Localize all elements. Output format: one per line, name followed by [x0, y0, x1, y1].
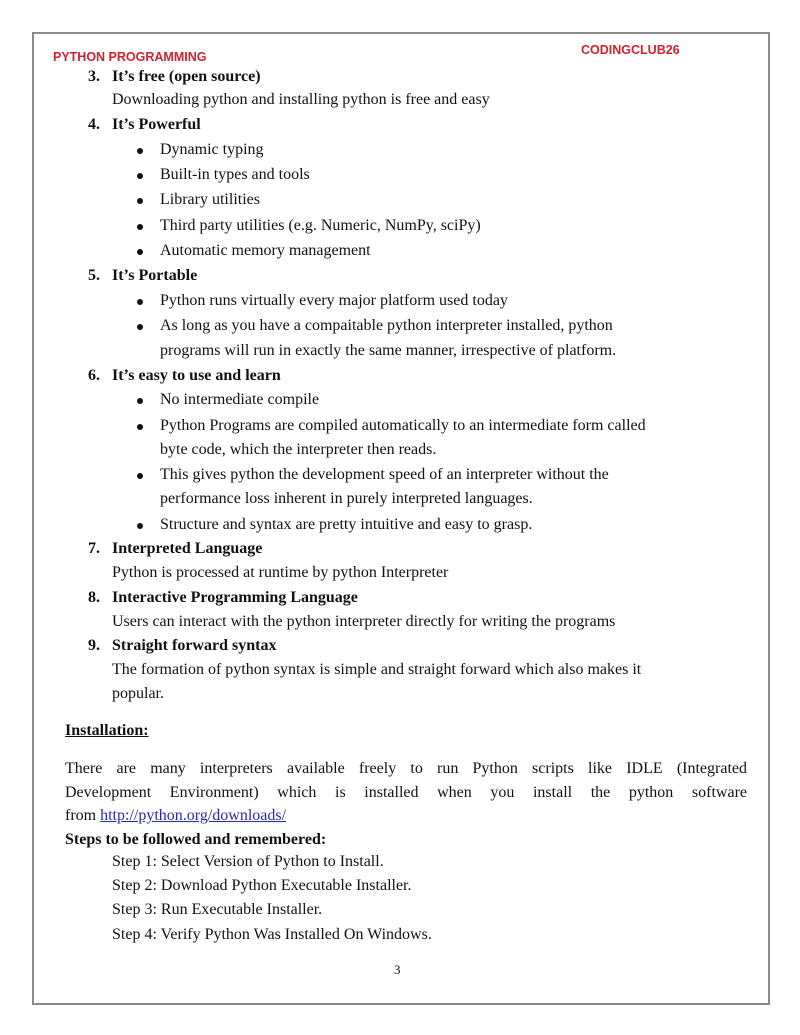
item-number: 5. — [88, 267, 100, 284]
bullet-text: No intermediate compile — [160, 391, 320, 408]
header-brand: CODINGCLUB26 — [581, 43, 680, 57]
installation-heading: Installation: — [65, 722, 149, 739]
item-number: 9. — [88, 637, 100, 654]
installation-paragraph-line: There are many interpreters available freely to run Python scripts like IDLE (Integrated — [65, 760, 747, 777]
bullet-icon — [137, 398, 143, 404]
item-title: Straight forward syntax — [112, 637, 277, 654]
bullet-text: Library utilities — [160, 191, 260, 208]
step-item: Step 3: Run Executable Installer. — [112, 901, 323, 918]
item-number: 8. — [88, 589, 100, 606]
page-number: 3 — [394, 962, 401, 977]
item-number: 4. — [88, 116, 100, 133]
header-title: PYTHON PROGRAMMING — [53, 50, 207, 64]
bullet-icon — [137, 224, 143, 230]
item-title: It’s Portable — [112, 267, 198, 284]
item-title: Interactive Programming Language — [112, 589, 358, 606]
bullet-text: As long as you have a compaitable python interpreter installed, python — [160, 317, 613, 334]
bullet-icon — [137, 148, 143, 154]
bullet-text: Python runs virtually every major platform used today — [160, 292, 508, 309]
bullet-text: Built-in types and tools — [160, 166, 310, 183]
bullet-icon — [137, 324, 143, 330]
bullet-icon — [137, 424, 143, 430]
item-body: Python is processed at runtime by python Interpreter — [112, 564, 449, 581]
item-number: 3. — [88, 68, 100, 85]
item-number: 6. — [88, 367, 100, 384]
item-body: Downloading python and installing python is free and easy — [112, 91, 490, 108]
bullet-icon — [137, 523, 143, 529]
python-downloads-link[interactable]: http://python.org/downloads/ — [100, 807, 287, 824]
steps-heading: Steps to be followed and remembered: — [65, 831, 327, 848]
bullet-text: This gives python the development speed of an interpreter without the — [160, 466, 609, 483]
item-title: Interpreted Language — [112, 540, 263, 557]
item-title: It’s free (open source) — [112, 68, 261, 85]
item-body: The formation of python syntax is simple and straight forward which also makes it — [112, 661, 642, 678]
bullet-text: Dynamic typing — [160, 141, 264, 158]
bullet-text: Automatic memory management — [160, 242, 371, 259]
bullet-icon — [137, 299, 143, 305]
item-body: Users can interact with the python interpreter directly for writing the programs — [112, 613, 616, 630]
step-item: Step 1: Select Version of Python to Install. — [112, 853, 384, 870]
from-text: from — [65, 807, 101, 824]
bullet-icon — [137, 249, 143, 255]
bullet-icon — [137, 198, 143, 204]
installation-paragraph-line — [65, 807, 286, 825]
item-number: 7. — [88, 540, 100, 557]
item-title: It’s easy to use and learn — [112, 367, 281, 384]
bullet-icon — [137, 173, 143, 179]
installation-paragraph-line: Development Environment) which is installed when you install the python software — [65, 784, 747, 801]
step-item: Step 2: Download Python Executable Installer. — [112, 877, 412, 894]
bullet-text: Third party utilities (e.g. Numeric, NumPy, sciPy) — [160, 217, 481, 234]
item-body: popular. — [112, 685, 164, 702]
step-item: Step 4: Verify Python Was Installed On Windows. — [112, 926, 432, 943]
item-title: It’s Powerful — [112, 116, 201, 133]
bullet-text-continued: programs will run in exactly the same manner, irrespective of platform. — [160, 342, 617, 359]
bullet-text: Python Programs are compiled automatically to an intermediate form called — [160, 417, 646, 434]
bullet-text: Structure and syntax are pretty intuitive and easy to grasp. — [160, 516, 533, 533]
bullet-text-continued: performance loss inherent in purely interpreted languages. — [160, 490, 533, 507]
bullet-text-continued: byte code, which the interpreter then reads. — [160, 441, 437, 458]
bullet-icon — [137, 473, 143, 479]
